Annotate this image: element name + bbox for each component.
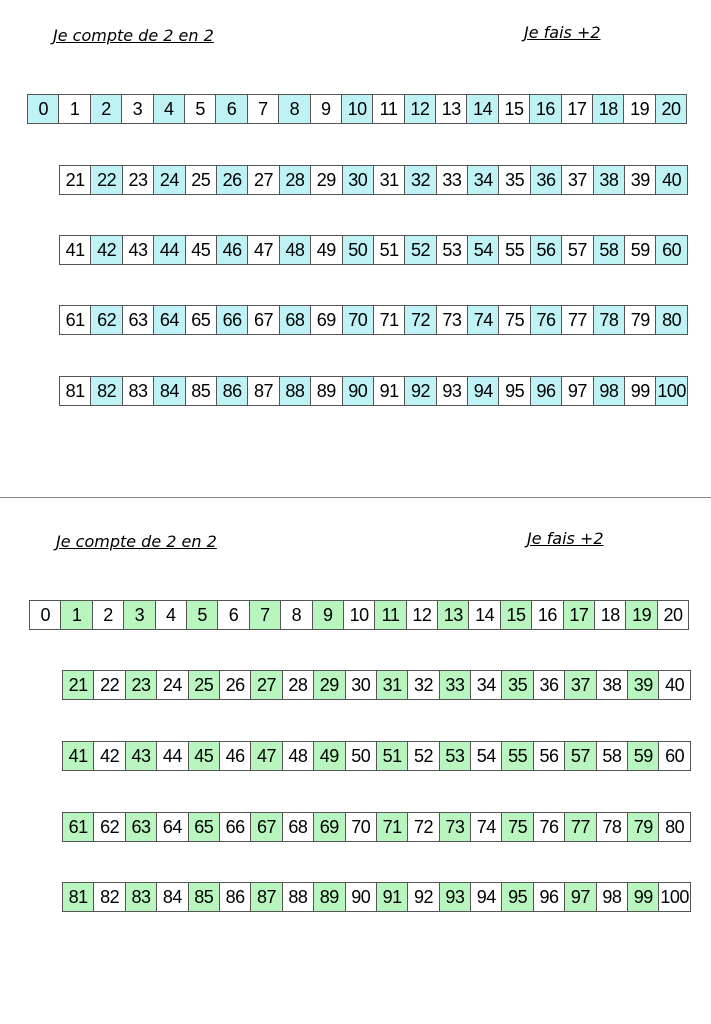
number-cell: 77 <box>565 812 596 842</box>
number-cell: 19 <box>624 94 655 124</box>
number-cell: 49 <box>311 235 342 265</box>
number-cell: 99 <box>625 376 656 406</box>
number-cell: 10 <box>344 600 375 630</box>
number-cell: 86 <box>217 376 248 406</box>
number-cell: 41 <box>63 741 94 771</box>
number-cell: 22 <box>94 670 125 700</box>
number-cell: 35 <box>499 165 530 195</box>
number-cell: 79 <box>628 812 659 842</box>
number-cell: 27 <box>248 165 279 195</box>
section-1-subtitle: Je fais +2 <box>524 23 601 42</box>
number-cell: 69 <box>311 305 342 335</box>
number-cell: 70 <box>346 812 377 842</box>
number-cell: 18 <box>593 94 624 124</box>
number-cell: 82 <box>91 376 122 406</box>
number-cell: 73 <box>440 812 471 842</box>
number-cell: 75 <box>499 305 530 335</box>
number-cell: 85 <box>189 882 220 912</box>
number-cell: 65 <box>189 812 220 842</box>
number-cell: 12 <box>407 600 438 630</box>
number-cell: 27 <box>251 670 282 700</box>
number-cell: 31 <box>374 165 405 195</box>
number-cell: 12 <box>405 94 436 124</box>
number-cell: 34 <box>471 670 502 700</box>
number-cell: 31 <box>377 670 408 700</box>
number-cell: 58 <box>597 741 628 771</box>
section-2-title: Je compte de 2 en 2 <box>56 532 217 551</box>
number-cell: 64 <box>157 812 188 842</box>
number-cell: 71 <box>374 305 405 335</box>
number-cell: 93 <box>437 376 468 406</box>
number-cell: 44 <box>157 741 188 771</box>
number-cell: 77 <box>562 305 593 335</box>
number-cell: 7 <box>248 94 279 124</box>
number-cell: 83 <box>126 882 157 912</box>
number-cell: 96 <box>531 376 562 406</box>
number-cell: 39 <box>628 670 659 700</box>
number-cell: 71 <box>377 812 408 842</box>
number-cell: 74 <box>471 812 502 842</box>
number-cell: 15 <box>499 94 530 124</box>
number-cell: 50 <box>346 741 377 771</box>
number-cell: 30 <box>343 165 374 195</box>
number-cell: 98 <box>597 882 628 912</box>
number-cell: 67 <box>251 812 282 842</box>
number-cell: 14 <box>467 94 498 124</box>
number-cell: 56 <box>531 235 562 265</box>
number-cell: 84 <box>157 882 188 912</box>
number-cell: 57 <box>562 235 593 265</box>
number-cell: 18 <box>595 600 626 630</box>
number-cell: 98 <box>594 376 625 406</box>
number-cell: 24 <box>157 670 188 700</box>
number-strip-row <box>62 741 691 771</box>
number-cell: 28 <box>280 165 311 195</box>
number-strip-row <box>59 235 688 265</box>
number-cell: 64 <box>154 305 185 335</box>
number-cell: 99 <box>628 882 659 912</box>
number-cell: 9 <box>313 600 344 630</box>
number-cell: 20 <box>658 600 689 630</box>
number-cell: 47 <box>248 235 279 265</box>
number-cell: 19 <box>626 600 657 630</box>
number-cell: 26 <box>220 670 251 700</box>
number-cell: 5 <box>185 94 216 124</box>
number-cell: 59 <box>628 741 659 771</box>
number-cell: 24 <box>154 165 185 195</box>
number-strip-row <box>62 882 691 912</box>
number-cell: 87 <box>248 376 279 406</box>
number-cell: 100 <box>659 882 690 912</box>
number-cell: 9 <box>311 94 342 124</box>
number-cell: 93 <box>440 882 471 912</box>
number-cell: 32 <box>405 165 436 195</box>
number-cell: 90 <box>346 882 377 912</box>
number-cell: 62 <box>94 812 125 842</box>
number-cell: 87 <box>251 882 282 912</box>
number-cell: 55 <box>499 235 530 265</box>
number-cell: 37 <box>565 670 596 700</box>
number-cell: 41 <box>60 235 91 265</box>
number-cell: 36 <box>534 670 565 700</box>
number-cell: 92 <box>405 376 436 406</box>
number-cell: 89 <box>314 882 345 912</box>
number-cell: 94 <box>471 882 502 912</box>
number-cell: 5 <box>187 600 218 630</box>
number-cell: 0 <box>28 94 59 124</box>
number-cell: 30 <box>346 670 377 700</box>
number-cell: 16 <box>530 94 561 124</box>
number-cell: 75 <box>502 812 533 842</box>
number-cell: 28 <box>283 670 314 700</box>
number-cell: 2 <box>93 600 124 630</box>
number-cell: 8 <box>279 94 310 124</box>
number-cell: 86 <box>220 882 251 912</box>
number-cell: 25 <box>186 165 217 195</box>
number-cell: 81 <box>63 882 94 912</box>
number-cell: 97 <box>565 882 596 912</box>
number-cell: 39 <box>625 165 656 195</box>
number-cell: 80 <box>659 812 690 842</box>
section-1-title: Je compte de 2 en 2 <box>53 26 214 45</box>
number-cell: 72 <box>408 812 439 842</box>
number-cell: 82 <box>94 882 125 912</box>
number-cell: 25 <box>189 670 220 700</box>
number-cell: 45 <box>186 235 217 265</box>
number-cell: 21 <box>63 670 94 700</box>
number-cell: 63 <box>123 305 154 335</box>
number-cell: 56 <box>534 741 565 771</box>
number-cell: 76 <box>531 305 562 335</box>
number-cell: 60 <box>659 741 690 771</box>
number-cell: 78 <box>597 812 628 842</box>
number-strip-row <box>59 305 688 335</box>
number-cell: 13 <box>436 94 467 124</box>
section-2-subtitle: Je fais +2 <box>527 529 604 548</box>
number-cell: 38 <box>597 670 628 700</box>
number-cell: 68 <box>283 812 314 842</box>
number-cell: 42 <box>94 741 125 771</box>
number-cell: 33 <box>440 670 471 700</box>
number-cell: 51 <box>377 741 408 771</box>
number-strip-row <box>27 94 687 124</box>
number-cell: 95 <box>502 882 533 912</box>
number-cell: 6 <box>216 94 247 124</box>
number-cell: 14 <box>469 600 500 630</box>
number-cell: 44 <box>154 235 185 265</box>
number-cell: 53 <box>437 235 468 265</box>
number-cell: 0 <box>30 600 61 630</box>
number-cell: 48 <box>283 741 314 771</box>
number-cell: 63 <box>126 812 157 842</box>
number-cell: 29 <box>314 670 345 700</box>
number-cell: 67 <box>248 305 279 335</box>
number-cell: 15 <box>501 600 532 630</box>
number-cell: 89 <box>311 376 342 406</box>
number-cell: 36 <box>531 165 562 195</box>
number-cell: 4 <box>156 600 187 630</box>
number-cell: 95 <box>499 376 530 406</box>
number-cell: 83 <box>123 376 154 406</box>
number-strip-row <box>62 812 691 842</box>
number-cell: 96 <box>534 882 565 912</box>
number-cell: 1 <box>59 94 90 124</box>
number-cell: 17 <box>564 600 595 630</box>
number-cell: 2 <box>91 94 122 124</box>
number-cell: 55 <box>502 741 533 771</box>
number-cell: 43 <box>123 235 154 265</box>
number-cell: 85 <box>186 376 217 406</box>
number-cell: 46 <box>220 741 251 771</box>
number-cell: 57 <box>565 741 596 771</box>
number-cell: 40 <box>656 165 687 195</box>
number-cell: 59 <box>625 235 656 265</box>
number-cell: 68 <box>280 305 311 335</box>
number-cell: 88 <box>283 882 314 912</box>
number-strip-row <box>62 670 691 700</box>
number-cell: 69 <box>314 812 345 842</box>
number-cell: 100 <box>656 376 687 406</box>
number-strip-row <box>59 165 688 195</box>
number-cell: 11 <box>375 600 406 630</box>
number-cell: 81 <box>60 376 91 406</box>
number-cell: 90 <box>343 376 374 406</box>
number-cell: 66 <box>220 812 251 842</box>
number-cell: 54 <box>471 741 502 771</box>
number-cell: 37 <box>562 165 593 195</box>
number-cell: 92 <box>408 882 439 912</box>
number-cell: 46 <box>217 235 248 265</box>
number-cell: 70 <box>343 305 374 335</box>
number-cell: 58 <box>594 235 625 265</box>
number-cell: 22 <box>91 165 122 195</box>
number-cell: 32 <box>408 670 439 700</box>
number-cell: 79 <box>625 305 656 335</box>
number-cell: 8 <box>281 600 312 630</box>
number-cell: 45 <box>189 741 220 771</box>
number-strip-row <box>59 376 688 406</box>
number-cell: 10 <box>342 94 373 124</box>
number-cell: 54 <box>468 235 499 265</box>
number-cell: 23 <box>126 670 157 700</box>
number-strip-row <box>29 600 689 630</box>
number-cell: 23 <box>123 165 154 195</box>
number-cell: 91 <box>377 882 408 912</box>
number-cell: 88 <box>280 376 311 406</box>
number-cell: 48 <box>280 235 311 265</box>
number-cell: 38 <box>594 165 625 195</box>
number-cell: 3 <box>122 94 153 124</box>
number-cell: 61 <box>63 812 94 842</box>
number-cell: 4 <box>154 94 185 124</box>
number-cell: 40 <box>659 670 690 700</box>
number-cell: 78 <box>594 305 625 335</box>
number-cell: 50 <box>343 235 374 265</box>
number-cell: 35 <box>502 670 533 700</box>
number-cell: 52 <box>405 235 436 265</box>
number-cell: 72 <box>405 305 436 335</box>
number-cell: 60 <box>656 235 687 265</box>
number-cell: 42 <box>91 235 122 265</box>
number-cell: 73 <box>437 305 468 335</box>
number-cell: 62 <box>91 305 122 335</box>
number-cell: 1 <box>61 600 92 630</box>
number-cell: 74 <box>468 305 499 335</box>
number-cell: 34 <box>468 165 499 195</box>
number-cell: 80 <box>656 305 687 335</box>
number-cell: 26 <box>217 165 248 195</box>
number-cell: 7 <box>250 600 281 630</box>
number-cell: 49 <box>314 741 345 771</box>
number-cell: 33 <box>437 165 468 195</box>
number-cell: 94 <box>468 376 499 406</box>
number-cell: 84 <box>154 376 185 406</box>
number-cell: 29 <box>311 165 342 195</box>
number-cell: 6 <box>218 600 249 630</box>
section-divider <box>0 497 711 498</box>
number-cell: 21 <box>60 165 91 195</box>
number-cell: 20 <box>656 94 687 124</box>
number-cell: 16 <box>532 600 563 630</box>
number-cell: 76 <box>534 812 565 842</box>
number-cell: 17 <box>562 94 593 124</box>
number-cell: 91 <box>374 376 405 406</box>
number-cell: 43 <box>126 741 157 771</box>
number-cell: 61 <box>60 305 91 335</box>
number-cell: 47 <box>251 741 282 771</box>
number-cell: 65 <box>186 305 217 335</box>
number-cell: 11 <box>373 94 404 124</box>
number-cell: 97 <box>562 376 593 406</box>
number-cell: 13 <box>438 600 469 630</box>
number-cell: 66 <box>217 305 248 335</box>
number-cell: 52 <box>408 741 439 771</box>
number-cell: 51 <box>374 235 405 265</box>
number-cell: 53 <box>440 741 471 771</box>
number-cell: 3 <box>124 600 155 630</box>
